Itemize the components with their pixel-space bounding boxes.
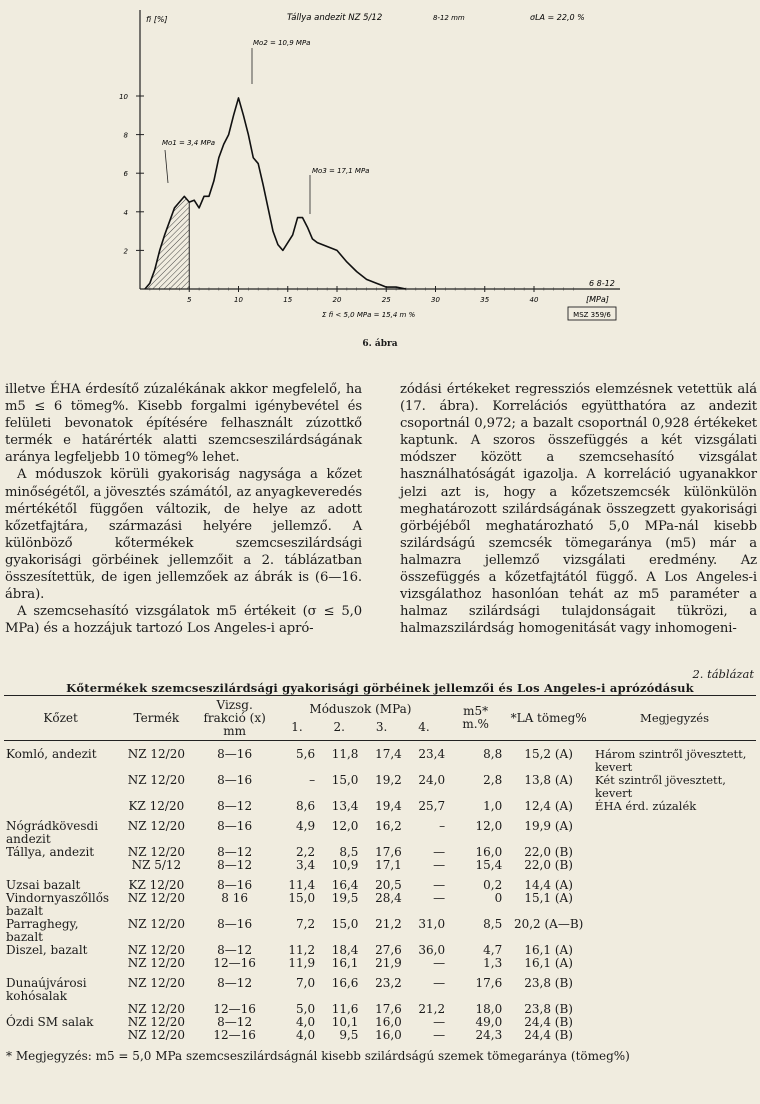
chart-fraction: 8-12 mm bbox=[433, 14, 465, 22]
cell-m4: — bbox=[433, 976, 446, 990]
cell-fraction: 12—16 bbox=[213, 956, 256, 970]
chart-formula: Σ fi < 5,0 MPa = 15,4 m % bbox=[322, 311, 416, 319]
table-row bbox=[4, 800, 756, 813]
cell-m2: 18,4 bbox=[331, 943, 359, 957]
header-modes-label: Móduszok (MPa) bbox=[309, 701, 412, 716]
cell-rock bbox=[4, 800, 117, 813]
cell-m3: 27,6 bbox=[375, 943, 402, 957]
cell-note bbox=[593, 892, 756, 918]
cell-fraction: 8 16 bbox=[221, 891, 248, 905]
cell-m4: 21,2 bbox=[418, 1002, 446, 1016]
cell-note bbox=[593, 957, 756, 970]
cell-note bbox=[593, 1003, 756, 1016]
cell-m2: 12,0 bbox=[331, 819, 359, 833]
cell-m5: 1,3 bbox=[483, 956, 503, 970]
shaded-area bbox=[145, 196, 189, 289]
cell-m2: 8,5 bbox=[339, 845, 359, 859]
header-mode-1: 1. bbox=[291, 719, 303, 734]
cell-la: 16,1 (A) bbox=[524, 943, 573, 957]
cell-fraction: 8—16 bbox=[217, 917, 253, 931]
cell-m2: 19,5 bbox=[331, 891, 359, 905]
chart-sigma-la: σLA = 22,0 % bbox=[530, 13, 585, 22]
cell-fraction: 8—12 bbox=[217, 858, 253, 872]
cell-m2: 15,0 bbox=[331, 773, 359, 787]
cell-m5: 16,0 bbox=[475, 845, 503, 859]
cell-rock bbox=[4, 1029, 117, 1042]
cell-fraction: 8—16 bbox=[217, 878, 253, 892]
cell-m5: 15,4 bbox=[475, 858, 503, 872]
cell-rock: Vindornyaszőllős bazalt bbox=[6, 891, 110, 918]
body-text bbox=[5, 381, 757, 637]
figure-caption: 6. ábra bbox=[362, 339, 398, 349]
cell-product: NZ 12/20 bbox=[127, 943, 185, 957]
x-tick-label: 20 bbox=[332, 296, 342, 304]
cell-la: 13,8 (A) bbox=[524, 773, 573, 787]
cell-m1: 11,4 bbox=[288, 878, 316, 892]
cell-m1: 11,9 bbox=[288, 956, 316, 970]
cell-product: NZ 12/20 bbox=[127, 773, 185, 787]
cell-m1: 4,0 bbox=[296, 1028, 316, 1042]
cell-rock: Diszel, bazalt bbox=[6, 943, 88, 957]
cell-la: 22,0 (B) bbox=[524, 858, 573, 872]
cell-m2: 13,4 bbox=[331, 799, 359, 813]
cell-m1: 8,6 bbox=[296, 799, 316, 813]
cell-m4: — bbox=[433, 878, 446, 892]
cell-rock: Parraghegy, bazalt bbox=[6, 917, 79, 944]
cell-m1: 7,0 bbox=[296, 976, 316, 990]
cell-rock: Ózdi SM salak bbox=[6, 1015, 94, 1029]
header-mode-4: 4. bbox=[418, 719, 430, 734]
y-tick-label: 10 bbox=[119, 93, 128, 101]
header-m5: m5* m.% bbox=[447, 696, 504, 741]
header-product: Termék bbox=[117, 696, 195, 741]
cell-m4: — bbox=[433, 845, 446, 859]
cell-m3: 16,0 bbox=[375, 1028, 402, 1042]
cell-product: NZ 12/20 bbox=[127, 956, 185, 970]
cell-m5: 8,8 bbox=[483, 747, 503, 761]
y-tick-label: 6 bbox=[123, 170, 128, 179]
cell-m3: 21,9 bbox=[375, 956, 402, 970]
table-row bbox=[4, 918, 756, 944]
cell-la: 24,4 (B) bbox=[524, 1015, 573, 1029]
cell-m5: 18,0 bbox=[475, 1002, 503, 1016]
cell-note bbox=[593, 918, 756, 944]
cell-rock bbox=[4, 859, 117, 872]
cell-m4: — bbox=[433, 858, 446, 872]
cell-note bbox=[593, 872, 756, 892]
cell-la: 15,1 (A) bbox=[524, 891, 573, 905]
right-paragraph: zódási értékeket regressziós elemzésnek vetettük alá (17. ábra). Korrelációs együtthatóra az andezit csoportnál 0,972; a bazalt csoportnál 0,928 értékeket kaptunk. A szoros összefüggés a két vizsgálati módszer között a szemcsehasító vizsgálat használhatóságát igazolja. A korreláció ugyanakkor jelzi azt is, hogy a kőzetszemcsék különkülön meghatározott szilárdságának összegzett gyakorisági görbéjéből meghatározható 5,0 MPa-nál kisebb szilárdságú szemcsék tömegaránya (m5) már a halmazra jellemző vizsgálati eredmény. Az összefüggés a kőzetfajtától függő. A Los Angeles-i vizsgálathoz hasonlóan tehát az m5 paraméter a halmaz szilárdsági tulajdonságait tükrözi, a halmazszilárdság homogenitását vagy inhomogeni- bbox=[400, 382, 757, 637]
frequency-chart bbox=[0, 0, 760, 340]
cell-product: KZ 12/20 bbox=[128, 799, 185, 813]
header-note: Megjegyzés bbox=[593, 696, 756, 741]
x-tick-label: 30 bbox=[431, 296, 440, 304]
cell-la: 23,8 (B) bbox=[524, 1002, 573, 1016]
cell-note bbox=[593, 1029, 756, 1042]
x-tick-label: 25 bbox=[381, 296, 391, 304]
chart-title: Tállya andezit NZ 5/12 bbox=[287, 13, 383, 23]
header-rock: Kőzet bbox=[4, 696, 117, 741]
y-tick-label: 4 bbox=[123, 208, 128, 217]
cell-product: NZ 12/20 bbox=[127, 1028, 185, 1042]
cell-note bbox=[593, 813, 756, 846]
cell-la: 15,2 (A) bbox=[524, 747, 573, 761]
cell-note: Három szintről jövesztett, kevert bbox=[595, 747, 747, 774]
cell-la: 22,0 (B) bbox=[524, 845, 573, 859]
cell-m2: 9,5 bbox=[339, 1028, 359, 1042]
x-tick-label: 5 bbox=[187, 296, 192, 304]
table-row bbox=[4, 774, 756, 800]
table-body bbox=[4, 741, 756, 1043]
cell-rock: Uzsai bazalt bbox=[6, 878, 81, 892]
cell-rock: Dunaújvárosi kohósalak bbox=[6, 976, 87, 1003]
cell-m3: 17,4 bbox=[375, 747, 402, 761]
cell-m5: 4,7 bbox=[483, 943, 503, 957]
cell-m2: 16,4 bbox=[331, 878, 359, 892]
cell-la: 23,8 (B) bbox=[524, 976, 573, 990]
cell-m3: 28,4 bbox=[375, 891, 402, 905]
cell-m5: 17,6 bbox=[475, 976, 503, 990]
table-row bbox=[4, 741, 756, 775]
cell-m1: 3,4 bbox=[296, 858, 316, 872]
cell-la: 20,2 (A—B) bbox=[513, 917, 584, 931]
cell-m5: 12,0 bbox=[475, 819, 503, 833]
cell-m1: 2,2 bbox=[296, 845, 316, 859]
cell-fraction: 8—12 bbox=[217, 943, 253, 957]
right-column bbox=[400, 381, 757, 637]
x-tick-label: 40 bbox=[529, 296, 539, 304]
cell-rock: Nógrádkövesdi andezit bbox=[6, 819, 99, 846]
cell-note bbox=[593, 859, 756, 872]
cell-m2: 15,0 bbox=[331, 917, 359, 931]
cell-fraction: 8—12 bbox=[217, 845, 253, 859]
table-row bbox=[4, 1029, 756, 1042]
cell-product: NZ 12/20 bbox=[127, 976, 185, 990]
cell-m3: 17,1 bbox=[375, 858, 402, 872]
cell-m1: – bbox=[309, 773, 316, 787]
cell-la: 14,4 (A) bbox=[524, 878, 573, 892]
cell-product: NZ 12/20 bbox=[127, 891, 185, 905]
cell-m2: 10,9 bbox=[331, 858, 359, 872]
header-modes bbox=[274, 696, 447, 741]
cell-la: 16,1 (A) bbox=[524, 956, 573, 970]
left-column bbox=[5, 381, 362, 637]
table-title: Kőtermékek szemcseszilárdsági gyakorisági görbéinek jellemzői és Los Angeles-i aprózódásuk bbox=[66, 681, 694, 695]
cell-m5: 8,5 bbox=[483, 917, 503, 931]
table-number: 2. táblázat bbox=[692, 667, 754, 681]
table-row bbox=[4, 872, 756, 892]
cell-rock: Tállya, andezit bbox=[6, 845, 95, 859]
data-table bbox=[4, 695, 756, 1042]
cell-m2: 11,6 bbox=[331, 1002, 359, 1016]
cell-m2: 16,1 bbox=[331, 956, 359, 970]
table-row bbox=[4, 957, 756, 970]
cell-m4: — bbox=[433, 956, 446, 970]
cell-m1: 5,6 bbox=[296, 747, 316, 761]
cell-m2: 10,1 bbox=[331, 1015, 359, 1029]
left-paragraph: A móduszok körüli gyakoriság nagysága a kőzet minőségétől, a jövesztés számától, az anyagkeveredés mértékétől függően változik, de helye az adott kőzetfajtára, származási helyére jellemző. A különböző kőtermékek szemcseszilárdsági gyakorisági görbéinek jellemzőit a 2. táblázatban összesítettük, de igen jellemzőek az ábrák is (6—16. ábra). bbox=[5, 467, 362, 603]
table-row bbox=[4, 813, 756, 846]
cell-note bbox=[593, 944, 756, 957]
cell-fraction: 8—16 bbox=[217, 819, 253, 833]
cell-fraction: 12—16 bbox=[213, 1002, 256, 1016]
cell-m4: – bbox=[439, 819, 446, 833]
cell-m3: 16,2 bbox=[375, 819, 402, 833]
cell-m3: 20,5 bbox=[375, 878, 402, 892]
cell-note bbox=[593, 970, 756, 1003]
mode-annotation: Mo3 = 17,1 MPa bbox=[312, 167, 370, 175]
mode-annotation: Mo2 = 10,9 MPa bbox=[253, 39, 311, 47]
cell-m1: 5,0 bbox=[296, 1002, 316, 1016]
mode-annotation: Mo1 = 3,4 MPa bbox=[162, 139, 215, 147]
cell-m2: 16,6 bbox=[331, 976, 359, 990]
header-la: *LA tömeg% bbox=[504, 696, 593, 741]
cell-m3: 19,4 bbox=[375, 799, 402, 813]
header-fraction: Vizsg. frakció (x) mm bbox=[196, 696, 274, 741]
y-tick-label: 8 bbox=[123, 131, 128, 140]
cell-m3: 19,2 bbox=[375, 773, 402, 787]
cell-m5: 1,0 bbox=[483, 799, 503, 813]
header-mode-3: 3. bbox=[375, 719, 388, 734]
cell-product: NZ 12/20 bbox=[127, 917, 185, 931]
cell-m4: — bbox=[433, 1028, 446, 1042]
cell-product: NZ 12/20 bbox=[127, 747, 185, 761]
cell-m4: 23,4 bbox=[418, 747, 446, 761]
annotation-leader bbox=[165, 150, 168, 183]
cell-fraction: 8—16 bbox=[217, 747, 253, 761]
cell-fraction: 8—12 bbox=[217, 799, 253, 813]
chart-right-label: 6 8-12 bbox=[589, 279, 615, 288]
cell-la: 12,4 (A) bbox=[524, 799, 573, 813]
y-axis-label: fi [%] bbox=[146, 15, 168, 24]
stamp-text: MSZ 359/6 bbox=[573, 311, 611, 319]
cell-m3: 17,6 bbox=[375, 1002, 402, 1016]
table-footnote: * Megjegyzés: m5 = 5,0 MPa szemcseszilárdságnál kisebb szilárdságú szemek tömegaránya (tömeg%) bbox=[6, 1049, 630, 1063]
table-row bbox=[4, 892, 756, 918]
cell-product: NZ 5/12 bbox=[131, 858, 182, 872]
cell-rock bbox=[4, 774, 117, 800]
cell-m1: 4,0 bbox=[296, 1015, 316, 1029]
x-tick-label: 15 bbox=[283, 296, 293, 304]
cell-m5: 0,2 bbox=[483, 878, 503, 892]
cell-m4: — bbox=[433, 1015, 446, 1029]
cell-m4: 31,0 bbox=[418, 917, 446, 931]
cell-m1: 4,9 bbox=[296, 819, 316, 833]
cell-note bbox=[593, 1016, 756, 1029]
cell-m1: 7,2 bbox=[296, 917, 316, 931]
header-mode-2: 2. bbox=[333, 719, 345, 734]
cell-rock: Komló, andezit bbox=[6, 747, 97, 761]
x-axis-label: [MPa] bbox=[586, 295, 609, 304]
y-tick-label: 2 bbox=[123, 247, 128, 256]
cell-m5: 24,3 bbox=[475, 1028, 503, 1042]
cell-product: NZ 12/20 bbox=[127, 1002, 185, 1016]
cell-product: NZ 12/20 bbox=[127, 845, 185, 859]
cell-m3: 21,2 bbox=[375, 917, 402, 931]
cell-rock bbox=[4, 957, 117, 970]
cell-fraction: 8—12 bbox=[217, 976, 253, 990]
cell-m4: — bbox=[433, 891, 446, 905]
x-tick-label: 35 bbox=[480, 296, 490, 304]
figure-6 bbox=[0, 0, 760, 365]
x-tick-label: 10 bbox=[234, 296, 243, 304]
cell-m3: 17,6 bbox=[375, 845, 402, 859]
cell-m2: 11,8 bbox=[331, 747, 359, 761]
cell-la: 19,9 (A) bbox=[524, 819, 573, 833]
cell-m1: 15,0 bbox=[288, 891, 316, 905]
cell-note bbox=[593, 846, 756, 859]
cell-fraction: 8—12 bbox=[217, 1015, 253, 1029]
cell-m4: 24,0 bbox=[418, 773, 446, 787]
cell-la: 24,4 (B) bbox=[524, 1028, 573, 1042]
cell-m3: 23,2 bbox=[375, 976, 402, 990]
table-row bbox=[4, 859, 756, 872]
cell-m1: 11,2 bbox=[288, 943, 316, 957]
cell-product: KZ 12/20 bbox=[128, 878, 185, 892]
cell-fraction: 12—16 bbox=[213, 1028, 256, 1042]
cell-note: ÉHA érd. zúzalék bbox=[595, 799, 697, 813]
cell-product: NZ 12/20 bbox=[127, 819, 185, 833]
left-paragraph: A szemcsehasító vizsgálatok m5 értékeit (σ ≤ 5,0 MPa) és a hozzájuk tartozó Los Angeles-i apró- bbox=[5, 604, 362, 637]
cell-m3: 16,0 bbox=[375, 1015, 402, 1029]
left-paragraph: illetve ÉHA érdesítő zúzalékának akkor megfelelő, ha m5 ≤ 6 tömeg%. Kisebb forgalmi igénybevétel és felületi bevonatok építésére felhasznált zúzottkő termék e határérték alatti szemcseszilárdságának aránya legfeljebb 10 tömeg% lehet. bbox=[5, 382, 362, 466]
cell-m4: 25,7 bbox=[418, 799, 446, 813]
cell-m5: 0 bbox=[494, 891, 503, 905]
cell-m4: 36,0 bbox=[418, 943, 446, 957]
cell-note: Két szintről jövesztett, kevert bbox=[595, 773, 726, 800]
cell-m5: 2,8 bbox=[483, 773, 503, 787]
cell-product: NZ 12/20 bbox=[127, 1015, 185, 1029]
cell-fraction: 8—16 bbox=[217, 773, 253, 787]
table-row bbox=[4, 970, 756, 1003]
cell-m5: 49,0 bbox=[475, 1015, 503, 1029]
